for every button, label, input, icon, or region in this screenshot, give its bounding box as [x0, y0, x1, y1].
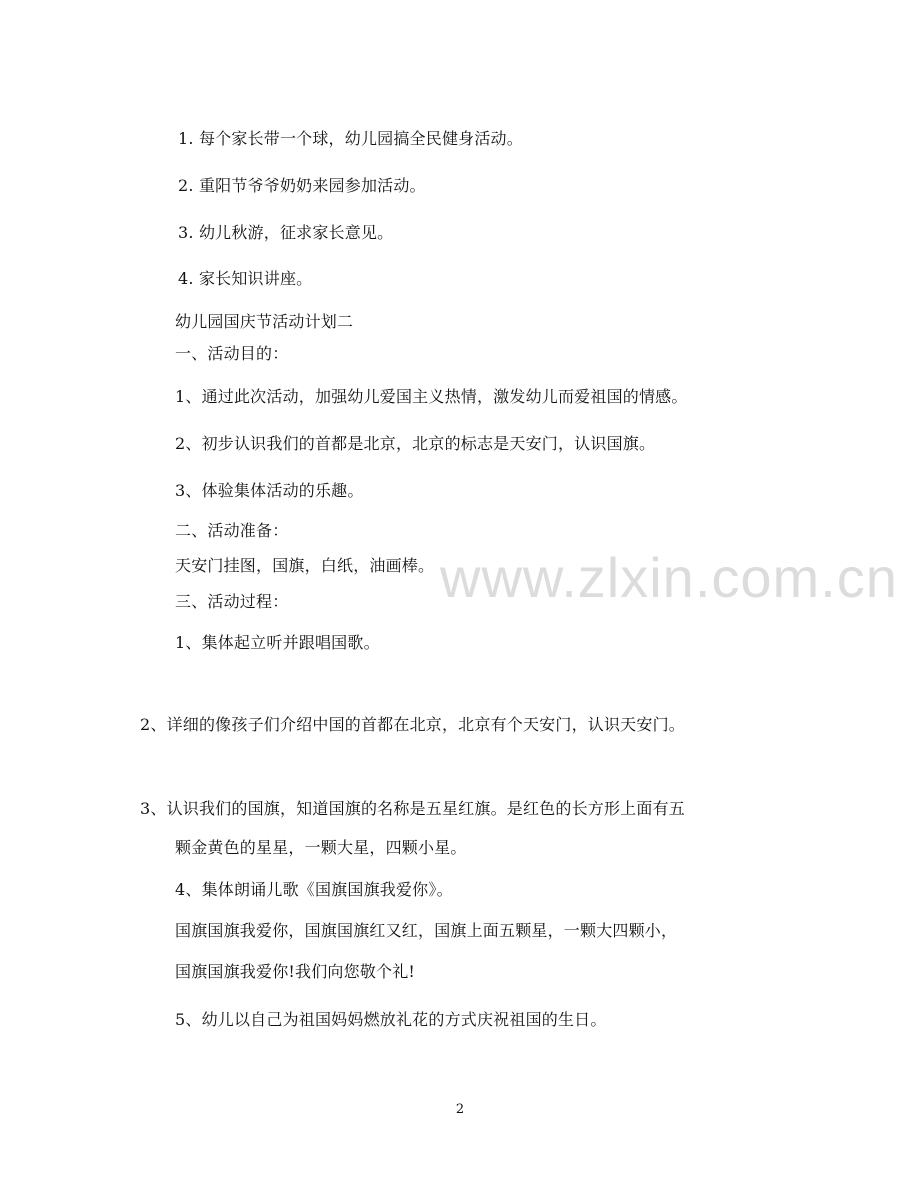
paragraph-line: 1、集体起立听并跟唱国歌。	[175, 633, 380, 652]
paragraph-line: 颗金黄色的星星，一颗大星，四颗小星。	[175, 838, 467, 857]
watermark-text: www.zlxin.com.cn	[440, 546, 898, 609]
paragraph-line: 2. 重阳节爷爷奶奶来园参加活动。	[178, 176, 426, 195]
page-number: 2	[455, 1102, 465, 1117]
poem-line: 国旗国旗我爱你!我们向您敬个礼!	[175, 962, 416, 981]
paragraph-line: 3、认识我们的国旗，知道国旗的名称是五星红旗。是红色的长方形上面有五	[140, 799, 685, 818]
paragraph-line: 3. 幼儿秋游，征求家长意见。	[178, 223, 394, 242]
paragraph-line: 天安门挂图，国旗，白纸，油画棒。	[175, 556, 435, 575]
paragraph-line: 3、体验集体活动的乐趣。	[175, 481, 364, 500]
poem-line: 国旗国旗我爱你，国旗国旗红又红，国旗上面五颗星，一颗大四颗小，	[175, 921, 678, 940]
paragraph-line: 2、初步认识我们的首都是北京，北京的标志是天安门，认识国旗。	[175, 434, 656, 453]
paragraph-line: 4. 家长知识讲座。	[178, 269, 313, 288]
paragraph-line: 5、幼儿以自己为祖国妈妈燃放礼花的方式庆祝祖国的生日。	[175, 1010, 607, 1029]
paragraph-line: 1. 每个家长带一个球，幼儿园搞全民健身活动。	[178, 129, 523, 148]
paragraph-line: 4、集体朗诵儿歌《国旗国旗我爱你》。	[175, 880, 453, 899]
section-heading: 二、活动准备：	[175, 521, 289, 540]
section-heading: 三、活动过程：	[175, 592, 289, 611]
section-title: 幼儿园国庆节活动计划二	[175, 312, 354, 331]
paragraph-line: 2、详细的像孩子们介绍中国的首都在北京，北京有个天安门，认识天安门。	[140, 715, 685, 734]
paragraph-line: 1、通过此次活动，加强幼儿爱国主义热情，激发幼儿而爱祖国的情感。	[175, 387, 688, 406]
section-heading: 一、活动目的：	[175, 344, 289, 363]
